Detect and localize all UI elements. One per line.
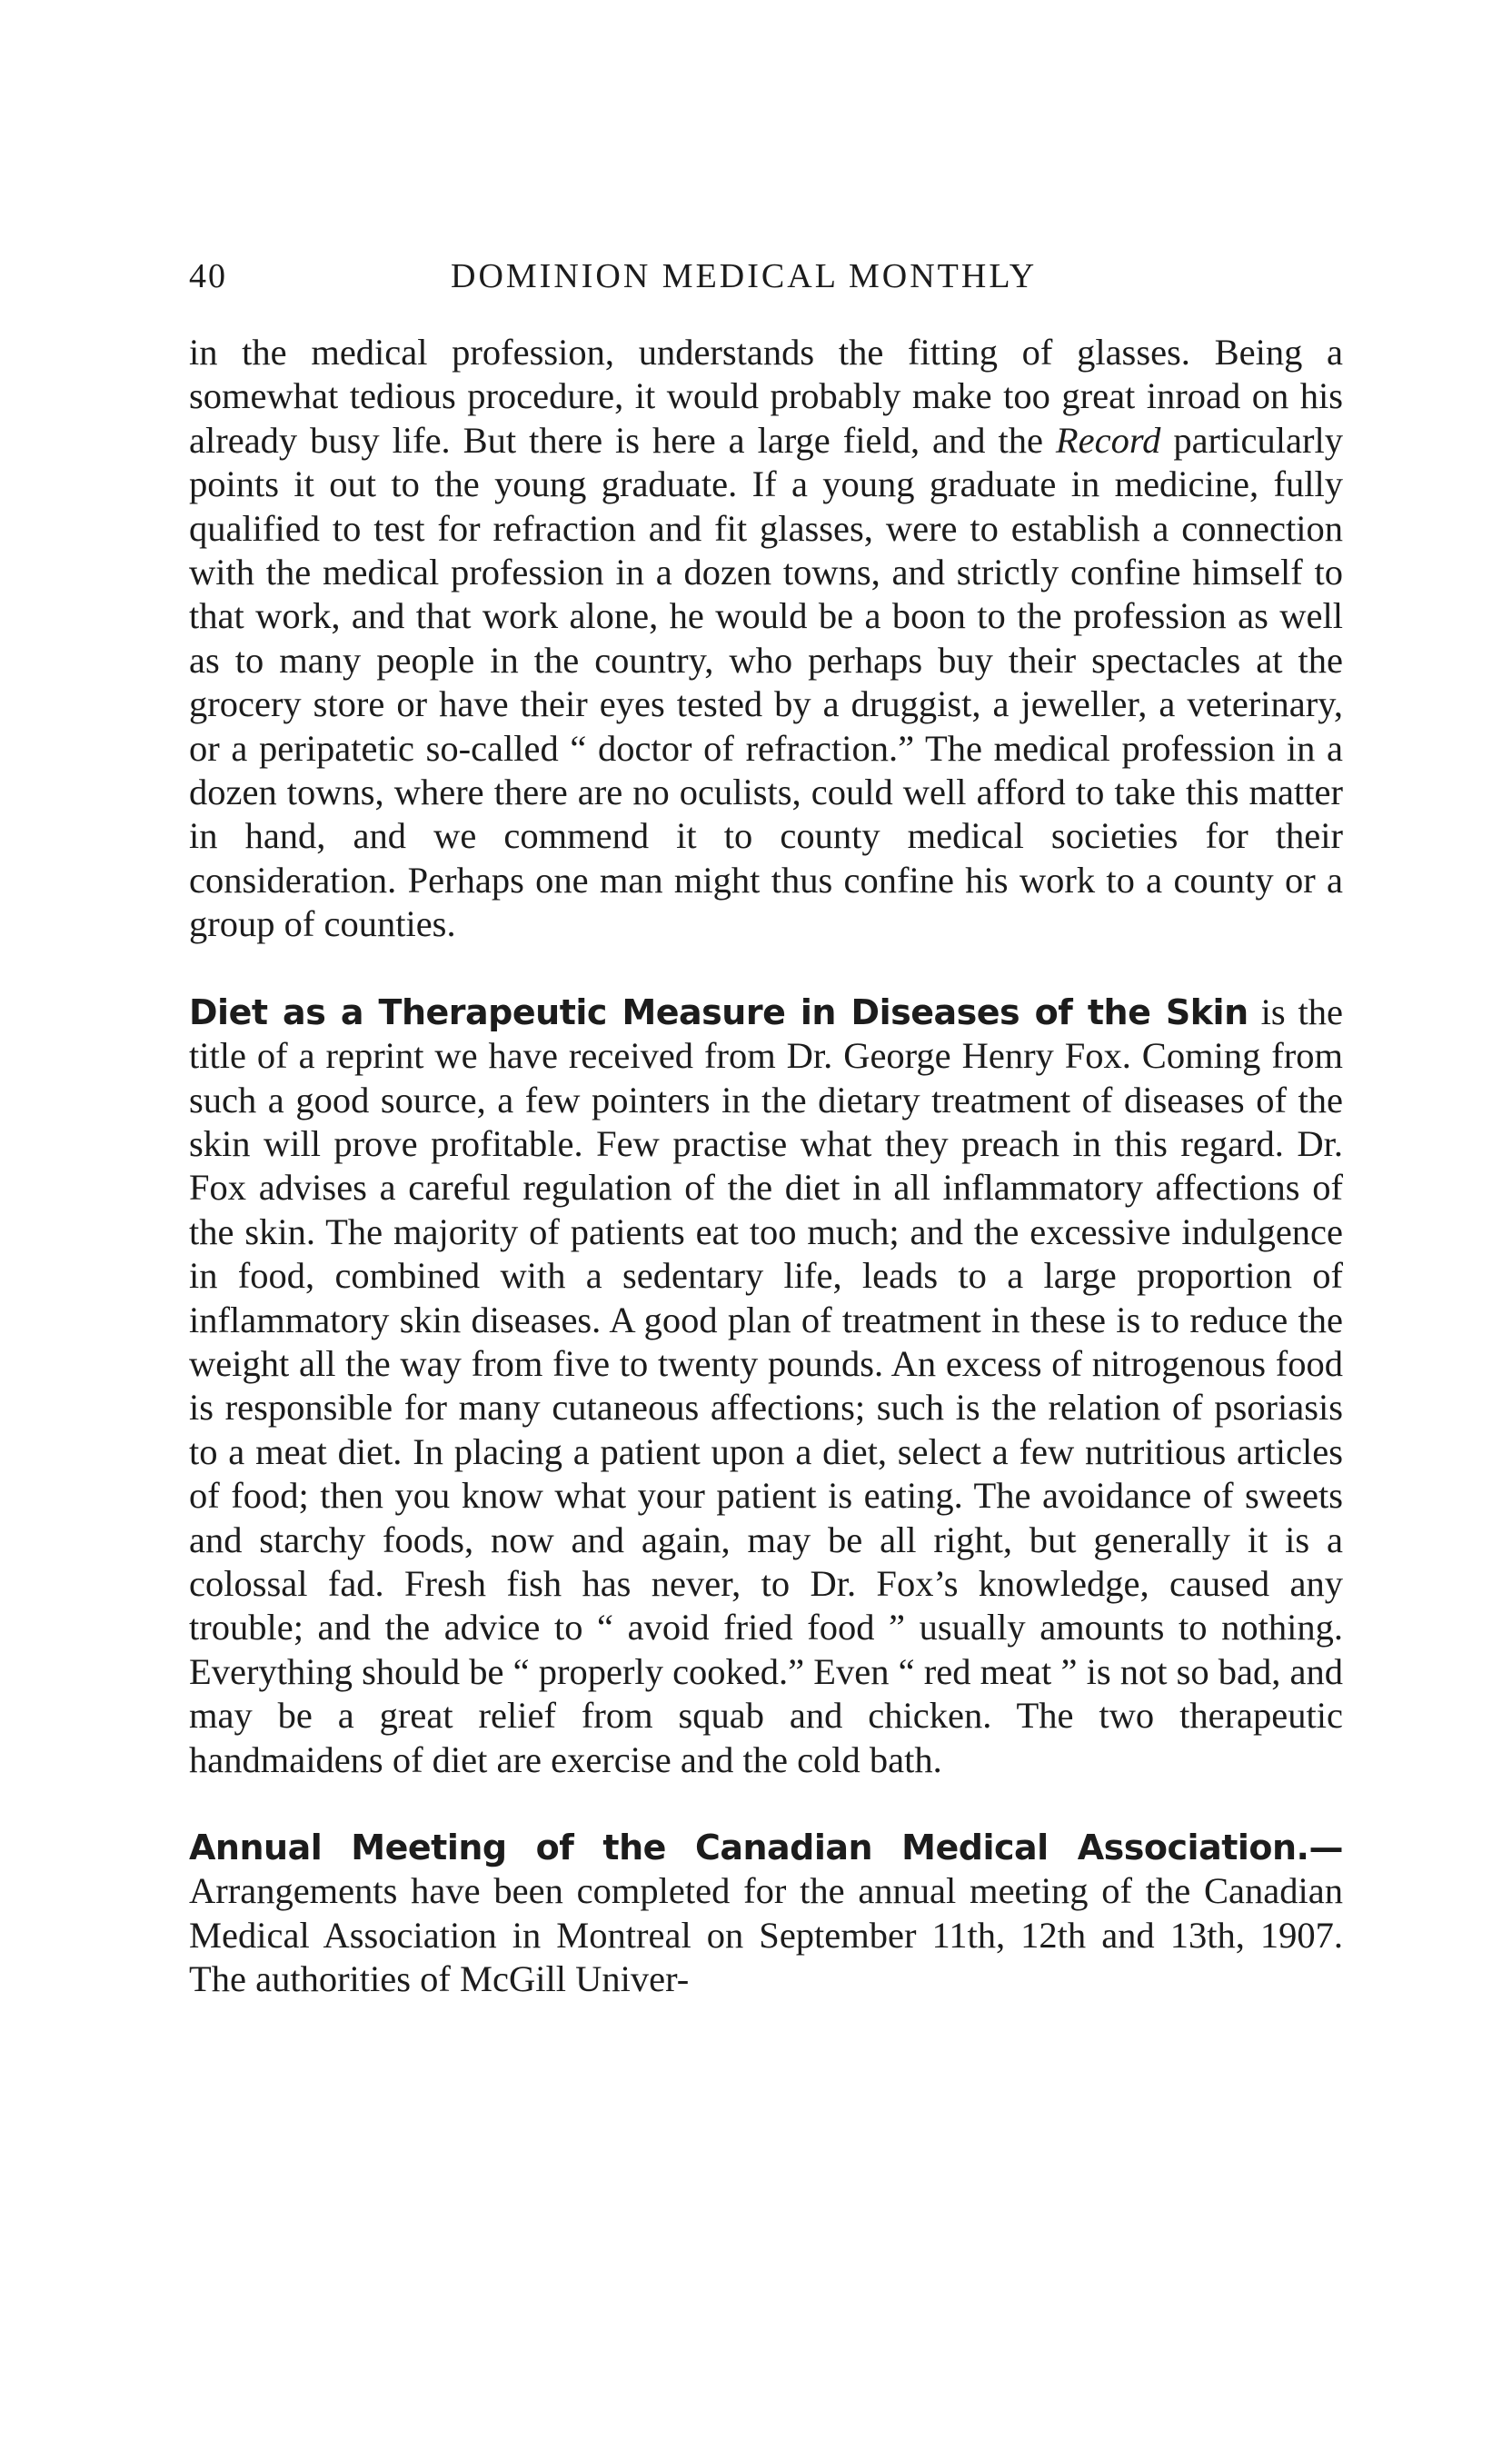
paragraph-refraction xyxy=(189,331,1343,947)
paragraph-text: particularly points it out to the young graduate. If a young graduate in medicine, fully qualified to test for refraction and fit glasses, were to establish a connection with the medical profession in a dozen towns, and strictly confine himself to that work, and that work alone, he would be a boon to the profession as well as to many people in the country, who perhaps buy their spectacles at the grocery store or have their eyes tested by a druggist, a jeweller, a veterinary, or a peripatetic so-called “ doctor of refraction.” The medical profession in a dozen towns, where there are no oculists, could well afford to take this matter in hand, and we commend it to county medical societies for their consideration. Perhaps one man might thus confine his work to a county or a group of counties. xyxy=(189,419,1343,945)
page-number: 40 xyxy=(189,257,227,295)
running-title: DOMINION MEDICAL MONTHLY xyxy=(451,257,1038,295)
paragraph-diet-skin xyxy=(189,991,1343,1782)
article-body xyxy=(189,331,1343,2002)
record-journal-title: Record xyxy=(1055,419,1161,461)
page-header xyxy=(189,256,1323,302)
paragraph-annual-meeting xyxy=(189,1826,1343,2002)
paragraph-text: is the title of a reprint we have received from Dr. George Henry Fox. Coming from such a good source, a few pointers in the dietary treatment of diseases of the skin will prove profitable. Few practise what they preach in this regard. Dr. Fox advises a careful regulation of the diet in all inflammatory affections of the skin. The majority of patients eat too much; and the excessive indulgence in food, combined with a sedentary life, leads to a large proportion of inflammatory skin diseases. A good plan of treatment in these is to reduce the weight all the way from five to twenty pounds. An excess of nitrogenous food is responsible for many cutaneous affections; such is the relation of psoriasis to a meat diet. In placing a patient upon a diet, select a few nutritious articles of food; then you know what your patient is eating. The avoidance of sweets and starchy foods, now and again, may be all right, but generally it is a colossal fad. Fresh fish has never, to Dr. Fox’s knowledge, caused any trouble; and the advice to “ avoid fried food ” usually amounts to nothing. Everything should be “ properly cooked.” Even “ red meat ” is not so bad, and may be a great relief from squab and chicken. The two therapeutic handmaidens of diet are exercise and the cold bath. xyxy=(189,991,1343,1780)
section-heading-annual-meeting: Annual Meeting of the Canadian Medical Association.— xyxy=(189,1828,1343,1867)
section-heading-diet: Diet as a Therapeutic Measure in Diseases of the Skin xyxy=(189,991,1248,1032)
paragraph-text: in the medical profession, understands the fitting of glasses. Being a somewhat tedious procedure, it would probably make too great inroad on his already busy life. But there is here a large field, and the xyxy=(189,332,1343,461)
paragraph-text: Arrangements have been completed for the annual meeting of the Canadian Medical Association in Montreal on September 11th, 12th and 13th, 1907. The authorities of McGill Univer- xyxy=(189,1870,1343,2000)
